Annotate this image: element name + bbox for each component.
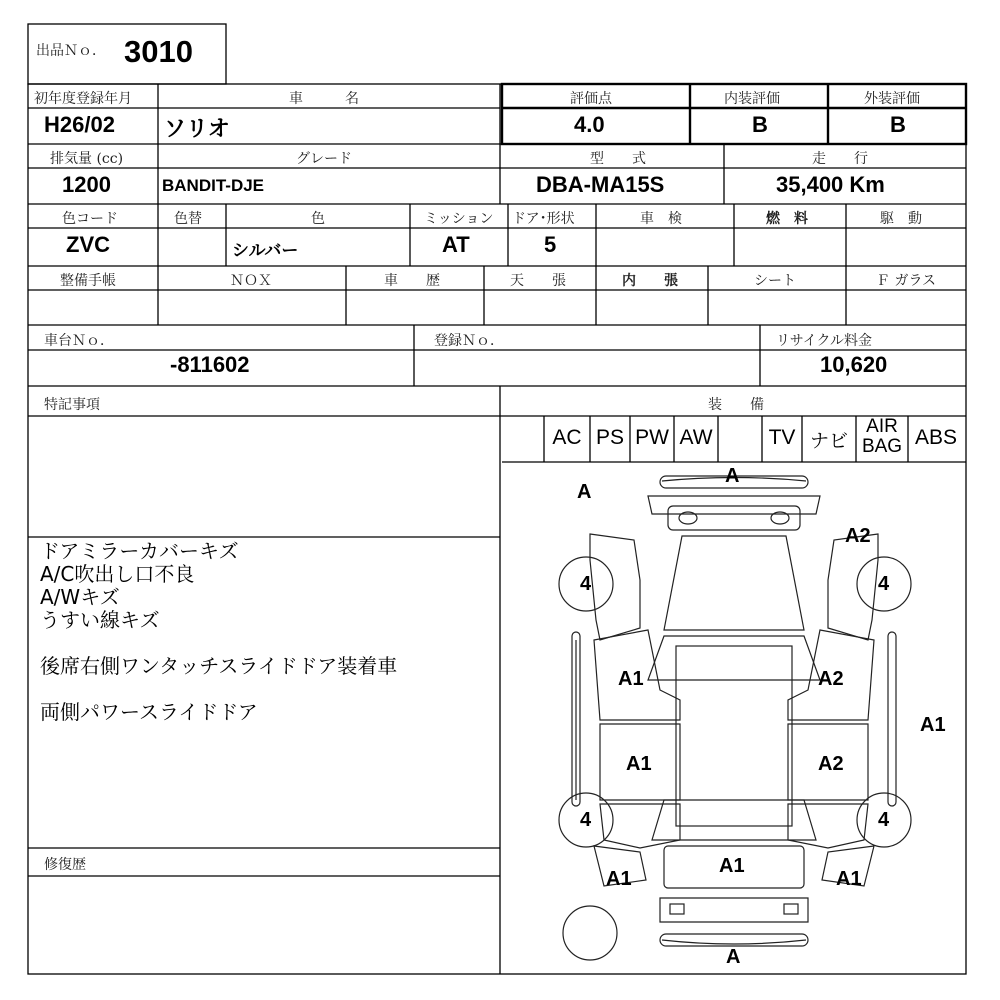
transmission-label: ミッション: [424, 211, 494, 227]
grade-label: グレード: [296, 151, 352, 167]
remark-line: うすい線キズ: [40, 608, 160, 632]
remark-line: [40, 678, 397, 701]
damage-mark-front-left-wheel: 4: [580, 573, 592, 595]
drive-label: 駆 動: [880, 211, 922, 227]
chassis-number-label: 車台Ｎｏ．: [44, 333, 114, 349]
interior-trim-label: 内 張: [622, 273, 678, 289]
remark-line: [40, 632, 397, 655]
nox-label: ＮＯＸ: [230, 273, 272, 289]
color-code-value: ZVC: [66, 232, 110, 257]
damage-mark-front-right-wheel: 4: [878, 573, 890, 595]
lot-label: 出品Ｎｏ．: [36, 43, 106, 59]
transmission-value: AT: [442, 232, 470, 257]
equipment-ac: AC: [552, 426, 582, 449]
score-value: 4.0: [574, 112, 605, 137]
vehicle-history-label: 車 歴: [384, 273, 440, 289]
equipment-tv: TV: [768, 426, 796, 449]
recolor-label: 色替: [174, 211, 202, 227]
recycle-fee-label: リサイクル料金: [776, 333, 873, 349]
displacement-label: 排気量 (cc): [50, 151, 124, 167]
equipment-ps: PS: [595, 426, 624, 449]
model-code-label: 型 式: [590, 151, 646, 167]
remark-line: A/C吹出し口不良: [40, 562, 195, 586]
equipment-pw: PW: [635, 426, 669, 449]
front-glass-label: Ｆ ガラス: [876, 273, 937, 289]
damage-mark-rear-right-quarter: A1: [836, 868, 862, 890]
fuel-label: 燃 料: [766, 211, 808, 227]
color-value: シルバー: [232, 241, 299, 261]
equipment-abs: ABS: [914, 426, 958, 449]
mileage-label: 走 行: [812, 151, 868, 167]
damage-mark-front-bumper: A: [725, 465, 740, 487]
door-shape-label: ドア･形状: [512, 211, 575, 227]
equipment-aw: AW: [679, 426, 713, 449]
remarks-label: 特記事項: [44, 397, 100, 413]
score-label: 評価点: [570, 91, 612, 107]
interior-grade-value: B: [752, 112, 768, 137]
equipment-airbag: AIR BAG: [861, 416, 903, 457]
damage-mark-rear-right-wheel: 4: [878, 809, 890, 831]
exterior-grade-value: B: [890, 112, 906, 137]
headliner-label: 天 張: [510, 273, 566, 289]
maintenance-record-label: 整備手帳: [60, 273, 116, 289]
model-code-value: DBA-MA15S: [536, 172, 665, 197]
chassis-number-value: -811602: [170, 352, 250, 377]
repair-history-label: 修復歴: [44, 857, 86, 873]
equipment-label: 装 備: [708, 397, 764, 413]
damage-mark-front-left-corner: A: [577, 481, 592, 503]
damage-mark-rear-bumper: A: [726, 946, 741, 968]
displacement-value: 1200: [62, 172, 111, 197]
interior-grade-label: 内装評価: [724, 91, 780, 107]
remarks-text: [40, 540, 397, 724]
equipment-navi: ナビ: [809, 430, 848, 452]
recycle-fee-value: 10,620: [820, 352, 888, 377]
damage-mark-rear-left-wheel: 4: [580, 809, 592, 831]
first-registration-value: H26/02: [44, 112, 115, 137]
exterior-grade-label: 外装評価: [864, 91, 920, 107]
remark-line: 両側パワースライドドア: [40, 700, 258, 724]
remark-line: 後席右側ワンタッチスライドドア装着車: [40, 654, 398, 678]
first-registration-label: 初年度登録年月: [34, 91, 132, 107]
mileage-value: 35,400 Km: [776, 172, 885, 197]
damage-mark-right-front-door: A2: [818, 668, 844, 690]
color-label: 色: [311, 211, 325, 227]
seat-label: シート: [754, 273, 796, 289]
remark-line: ドアミラーカバーキズ: [40, 539, 239, 563]
damage-mark-right-side: A1: [920, 714, 946, 736]
grade-value: BANDIT-DJE: [162, 176, 265, 195]
damage-mark-front-right-fender: A2: [845, 525, 871, 547]
remark-line: A/Wキズ: [40, 585, 120, 609]
damage-mark-back-door: A1: [719, 855, 745, 877]
car-name-label: 車 名: [289, 91, 359, 107]
damage-mark-left-rear-door: A1: [626, 753, 652, 775]
color-code-label: 色コード: [62, 211, 118, 227]
car-name-value: ソリオ: [164, 117, 230, 142]
damage-mark-right-rear-door: A2: [818, 753, 844, 775]
damage-mark-left-front-door: A1: [618, 668, 644, 690]
door-shape-value: 5: [544, 232, 557, 257]
registration-number-label: 登録Ｎｏ．: [434, 333, 504, 349]
damage-mark-rear-left-quarter: A1: [606, 868, 632, 890]
inspection-label: 車 検: [640, 211, 682, 227]
lot-number: 3010: [124, 34, 193, 69]
